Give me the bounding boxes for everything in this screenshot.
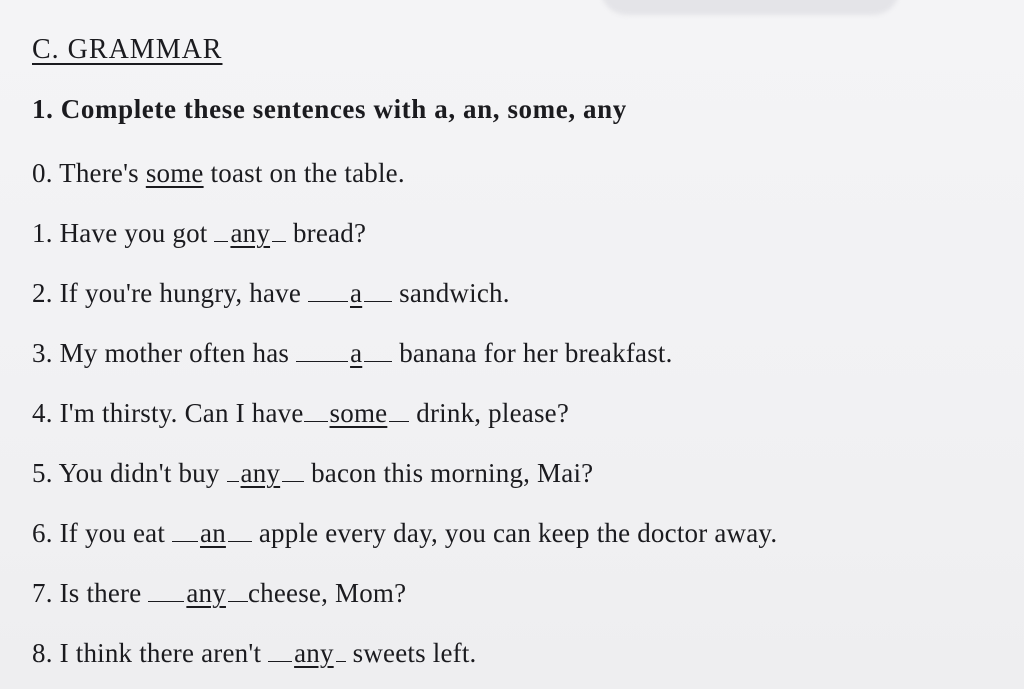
item-text-after: banana for her breakfast. (392, 338, 673, 368)
blank-line (304, 417, 328, 422)
sentence-7 (32, 578, 406, 609)
answer-fill: a (350, 278, 363, 308)
blank-line (214, 237, 228, 242)
item-text-after: sandwich. (392, 278, 510, 308)
item-number: 0. (32, 158, 53, 188)
sentence-1 (32, 218, 366, 249)
item-number: 4. (32, 398, 53, 428)
item-number: 7. (32, 578, 53, 608)
item-text-before: If you're hungry, have (59, 278, 308, 308)
item-text-after: cheese, Mom? (247, 578, 407, 608)
item-text-before: If you eat (59, 518, 173, 548)
answer-fill: a (350, 338, 363, 368)
blank-line (296, 357, 348, 362)
example-answer: some (145, 158, 204, 188)
exercise-instruction: 1. Complete these sentences with a, an, some, any (32, 94, 627, 124)
blank-line (364, 297, 392, 302)
item-number: 1. (32, 218, 53, 248)
top-blur-shape (600, 0, 900, 15)
item-text-after: drink, please? (409, 398, 570, 428)
example-sentence (32, 158, 405, 189)
answer-fill: any (240, 458, 281, 488)
blank-line (227, 477, 239, 482)
blank-line (336, 657, 346, 662)
item-text-before: I'm thirsty. Can I have (59, 398, 304, 428)
sentence-6 (32, 518, 777, 549)
item-text-before: There's (59, 158, 146, 188)
blank-line (308, 297, 348, 302)
blank-line (268, 657, 292, 662)
blank-line (148, 597, 184, 602)
item-text-before: Is there (59, 578, 149, 608)
answer-fill: any (230, 218, 271, 248)
sentence-3 (32, 338, 673, 369)
sentence-2 (32, 278, 510, 309)
answer-fill: an (200, 518, 226, 548)
blank-line (228, 537, 252, 542)
answer-fill: any (294, 638, 334, 668)
blank-line (228, 597, 248, 602)
blank-line (272, 237, 286, 242)
item-text-before: You didn't buy (58, 458, 227, 488)
item-text-after: apple every day, you can keep the doctor away. (251, 518, 778, 548)
item-number: 3. (32, 338, 53, 368)
item-text-after: sweets left. (345, 638, 477, 668)
answer-fill: any (186, 578, 226, 608)
sentence-8 (32, 638, 477, 669)
item-number: 5. (32, 458, 53, 488)
item-text-before: I think there aren't (59, 638, 269, 668)
item-text-before: Have you got (59, 218, 215, 248)
blank-line (282, 477, 304, 482)
item-text-after: bread? (286, 218, 367, 248)
sentence-4 (32, 398, 569, 429)
item-text-before: My mother often has (59, 338, 297, 368)
section-heading-text: C. GRAMMAR (32, 34, 223, 65)
item-number: 2. (32, 278, 53, 308)
answer-fill: some (329, 398, 388, 428)
item-number: 6. (32, 518, 53, 548)
item-text-after: toast on the table. (203, 158, 405, 188)
item-number: 8. (32, 638, 53, 668)
item-text-after: bacon this morning, Mai? (304, 458, 594, 488)
blank-line (172, 537, 198, 542)
sentence-5 (32, 458, 593, 489)
section-heading (32, 34, 222, 66)
blank-line (389, 417, 409, 422)
blank-line (364, 357, 392, 362)
